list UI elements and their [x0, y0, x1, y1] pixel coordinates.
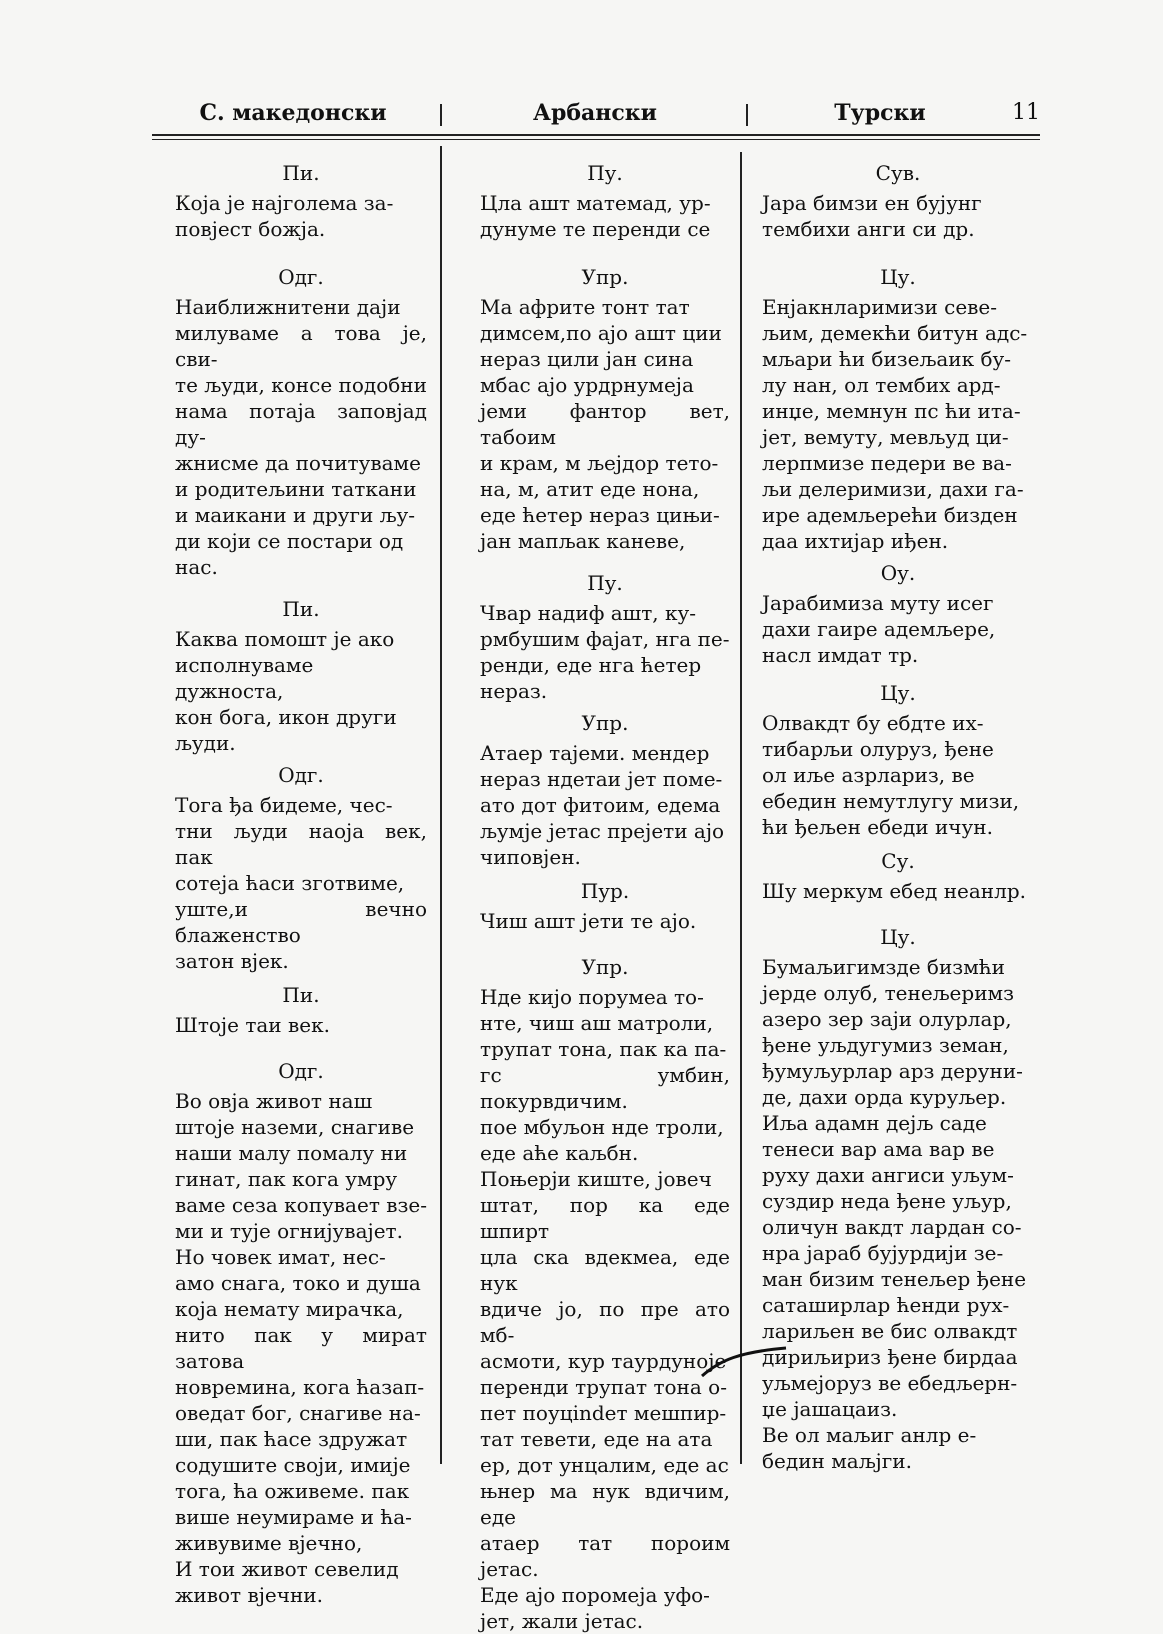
block-label: Пи. — [282, 983, 320, 1007]
block-label: Сув. — [875, 161, 921, 185]
block-text: Тога ђа бидеме, чес- тни људи наоја век, пак сотеја ћаси зготвиме, уште,и вечно блаженство затон вјек. — [175, 793, 427, 973]
block-text: Наиближнитени даји милуваме а това је, сви- те људи, консе подобни нама потаја заповјад ду- жнисме да почитуваме и родитељини таткани и маикани и други љу- ди који се постари од нас. — [175, 295, 427, 579]
header-separator — [746, 104, 748, 126]
block-text: Чвар надиф ашт, ку- рмбушим фајат, нга пе- ренди, еде нга ћетер нераз. — [480, 601, 730, 703]
block-text: Шу меркум ебед неанлр. — [762, 879, 1026, 903]
column-header-turkish: Турски — [834, 100, 926, 126]
block-label: Одг. — [278, 265, 324, 289]
block-text: Цла ашт матемад, ур- дунуме те перенди се — [480, 191, 711, 241]
column-header-macedonian: С. македонски — [199, 100, 387, 126]
block-text: Бумаљигимзде бизмћи јерде олуб, тенељеримз азеро зер заји олурлар, ђене уљдугумиз земан, ђумуљурлар арз деруни- де, дахи орда куруљер. Иља адамн дејљ саде тенеси вар ама вар ве руху дахи ангиси уљум- суздир неда ђене уљур, оличун вакдт лардан со- нра јараб бујурдији зе- ман бизим тенељер ђене саташирлар ћенди рух- лариљен ве бис олвакдт дириљириз ђене бирдаа уљмејоруз ве ебедљерн- џе јашацаиз. Ве ол маљиг анлр е- бедин маљјги. — [762, 955, 1027, 1473]
column-macedonian — [175, 148, 427, 1608]
block-text: Ма африте тонт тат димсем,по ајо ашт ции нераз цили јан сина мбас ајо урдрнумеја јеми фантор вет, табоим и крам, м љејдор тето- на, м, атит еде нона, еде ћетер нераз цињи- јан мапљак каневе, — [480, 295, 730, 553]
column-header-albanian: Арбански — [533, 100, 657, 126]
block-text: Атаер тајеми. мендер нераз ндетаи јет поме- ато дот фитоим, едема љумје јетас прејети ајо чиповјен. — [480, 741, 725, 869]
header-rule-thin — [152, 139, 1040, 140]
block-label: Упр. — [581, 955, 629, 979]
block-label: Цу. — [880, 925, 916, 949]
block-label: Одг. — [278, 763, 324, 787]
block-text: Јарабимиза муту исег дахи гаире адемљере, насл имдат тр. — [762, 591, 996, 667]
block-label: Упр. — [581, 711, 629, 735]
block-label: Оу. — [880, 561, 916, 585]
block-label: Пи. — [282, 161, 320, 185]
column-turkish — [762, 148, 1034, 1474]
block-label: Одг. — [278, 1059, 324, 1083]
block-label: Пу. — [587, 571, 623, 595]
block-label: Пу. — [587, 161, 623, 185]
column-divider — [440, 146, 442, 1464]
block-label: Пи. — [282, 597, 320, 621]
header-rule — [152, 134, 1040, 136]
block-label: Су. — [881, 849, 915, 873]
header-separator — [440, 104, 442, 126]
block-text: Која је најголема за- повјест божја. — [175, 191, 394, 241]
block-text: Олвакдт бу ебдте их- тибарљи олуруз, ђене ол иље азрлариз, ве ебедин немутлугу мизи, ћи ђељен ебеди ичун. — [762, 711, 1020, 839]
column-albanian — [480, 148, 730, 1634]
block-label: Цу. — [880, 265, 916, 289]
block-text: Во овја живот наш штоје наземи, снагиве наши малу помалу ни гинат, пак кога умру ваме сеза копувает взе- ми и тује огнијувајет. Но човек имат, нес- амо снага, токо и душа која немату мирачка, нито пак у мират затова новремина, кога ћазап- oведат бог, снагиве на- ши, пак ћасе здружат содушите своји, имије тога, ћа оживеме. пак више неумираме и ћа- живувиме вјечно, И тои живот севелид живот вјечни. — [175, 1089, 428, 1607]
column-divider — [740, 152, 742, 1464]
block-text: Каква помошт је ако исполнуваме дужноста, кон бога, икон други људи. — [175, 627, 397, 755]
block-text: Јара бимзи ен бујунг тембихи анги си др. — [762, 191, 982, 241]
block-label: Пур. — [580, 879, 630, 903]
block-label: Упр. — [581, 265, 629, 289]
block-text: Чиш ашт јети те ајо. — [480, 909, 697, 933]
block-text: Штоје таи век. — [175, 1013, 330, 1037]
page-number: 11 — [1012, 100, 1040, 125]
block-label: Цу. — [880, 681, 916, 705]
block-text: Енјакнларимизи севе- љим, демекћи битун адс- мљари ћи бизељаик бу- лу нан, ол тембих ард- инџе, мемнун пс ћи ита- јет, вемуту, мевљуд ци- лерпмизе педери ве ва- љи делеримизи, дахи га- ире адемљерећи бизден даа ихтијар иђен. — [762, 295, 1028, 553]
block-text: Нде кијо порумеа то- нте, чиш аш матроли, трупат тона, пак ка па- гс умбин, покурвдичим. пое мбуљон нде троли, еде аће каљбн. Поњерји киште, јовеч штат, пор ка еде шпирт цла ска вдекмеа, еде нук вдиче јо, по пре ато мб- асмоти, кур таурдуноје перенди трупат тона о- пет поуцindет мешпир- тат тевети, еде на ата ер, дот унцалим, еде ас њнер ма нук вдичим, еде атаер тат пороим јетас. Еде ајо поромеја уфо- јет, жали јетас. — [480, 985, 730, 1633]
correction-stroke — [700, 1340, 790, 1380]
